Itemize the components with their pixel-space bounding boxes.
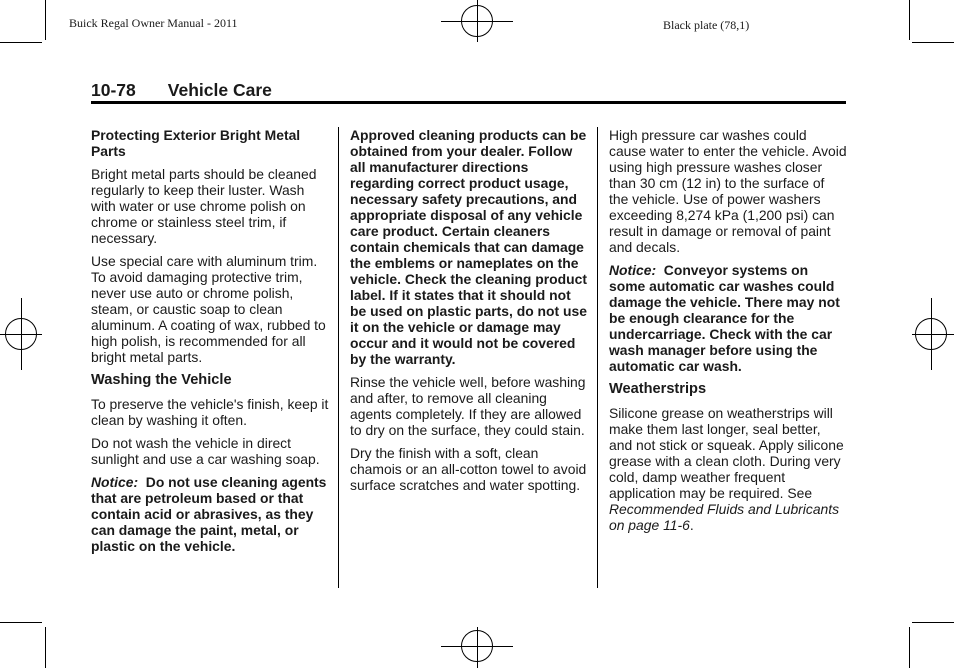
- paragraph: Approved cleaning products can be obtained from your dealer. Follow all manufacturer directions regarding correct product usage, necessary safety precautions, and appropriate disposal of any vehicle care product. Certain cleaners contain chemicals that can damage the emblems or nameplates on the vehicle. Check the cleaning product label. If it states that it should not be used on plastic parts, do not use it on the vehicle or damage may occur and it would not be covered by the warranty.: [350, 127, 587, 367]
- cross-reference-link[interactable]: Recommended Fluids and Lubricants on page 11-6: [609, 501, 840, 533]
- notice-label: Notice:: [91, 474, 139, 490]
- notice-label: Notice:: [609, 262, 657, 278]
- heading-washing: Washing the Vehicle: [91, 372, 232, 388]
- paragraph: Do not wash the vehicle in direct sunlight and use a car washing soap.: [91, 435, 320, 467]
- paragraph: Silicone grease on weatherstrips will make them last longer, seal better, and not stick or squeak. Apply silicone grease with a clean cloth. During very cold, damp weather frequent application may be required. See Recommended Fluids and Lubricants on page 11-6.: [609, 405, 844, 533]
- paragraph: Dry the finish with a soft, clean chamois or an all-cotton towel to avoid surface scratches and water spotting.: [350, 445, 587, 493]
- column-divider: [338, 127, 339, 588]
- paragraph: Bright metal parts should be cleaned regularly to keep their luster. Wash with water or use chrome polish on chrome or stainless steel trim, if necessary.: [91, 166, 317, 246]
- notice-text: Conveyor systems on some automatic car washes could damage the vehicle. There may not be enough clearance for the undercarriage. Check with the car wash manager before using the automatic car wash.: [609, 262, 840, 374]
- column-1: [91, 127, 329, 561]
- notice-paragraph: [609, 262, 847, 374]
- paragraph: High pressure car washes could cause water to enter the vehicle. Avoid using high pressure washes closer than 30 cm (12 in) to the surface of the vehicle. Use of power washers exceeding 8,274 kPa (1,200 psi) can result in damage or removal of paint and decals.: [609, 127, 847, 255]
- notice-paragraph: [91, 474, 329, 554]
- notice-text: Do not use cleaning agents that are petroleum based or that contain acid or abrasives, as they can damage the paint, metal, or plastic on the vehicle.: [91, 474, 327, 554]
- page-number: 10-78: [91, 80, 136, 100]
- section-title: Vehicle Care: [167, 80, 272, 100]
- paragraph: Rinse the vehicle well, before washing and after, to remove all cleaning agents completely. If they are allowed to dry on the surface, they could stain.: [350, 374, 586, 438]
- paragraph: To preserve the vehicle's finish, keep it clean by washing it often.: [91, 396, 329, 428]
- paragraph: Use special care with aluminum trim. To avoid damaging protective trim, never use auto or chrome polish, steam, or caustic soap to clean aluminum. A coating of wax, rubbed to high polish, is recommended for all bright metal parts.: [91, 253, 326, 365]
- heading-weatherstrips: Weatherstrips: [609, 381, 707, 397]
- heading-bright-metal: Protecting Exterior Bright Metal Parts: [91, 127, 301, 159]
- column-3: [609, 127, 847, 540]
- page-title: [91, 80, 272, 101]
- title-rule: [91, 101, 846, 104]
- column-divider: [597, 127, 598, 588]
- column-2: [350, 127, 588, 500]
- header-left: Buick Regal Owner Manual - 2011: [69, 16, 238, 30]
- header-right: Black plate (78,1): [663, 18, 750, 32]
